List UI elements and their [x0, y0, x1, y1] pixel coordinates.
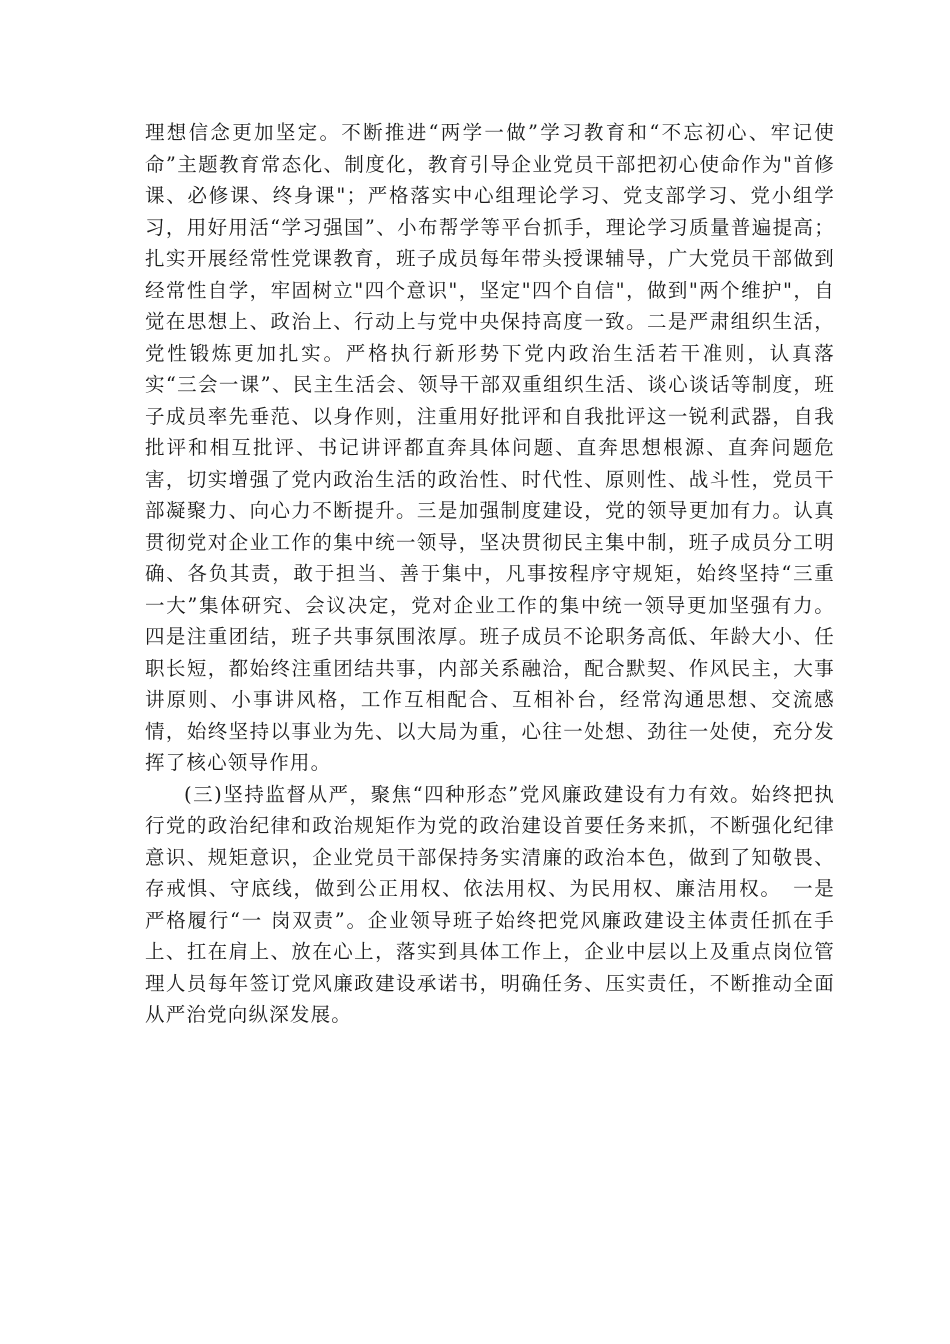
body-paragraph-2: (三)坚持监督从严，聚焦“四种形态”党风廉政建设有力有效。始终把执行党的政治纪律和政治规矩作为党的政治建设首要任务来抓，不断强化纪律意识、规矩意识，企业党员干部保持务实清廉的政治本色，做到了知敬畏、存戒惧、守底线，做到公正用权、依法用权、为民用权、廉洁用权。 一是严格履行“一 岗双责”。企业领导班子始终把党风廉政建设主体责任抓在手上、扛在肩上、放在心上，落实到具体工作上，企业中层以上及重点岗位管理人员每年签订党风廉政建设承诺书，明确任务、压实责任，不断推动全面从严治党向纵深发展。	[145, 782, 835, 1026]
body-paragraph-1: 理想信念更加坚定。不断推进“两学一做”学习教育和“不忘初心、牢记使命”主题教育常态化、制度化，教育引导企业党员干部把初心使命作为"首修课、必修课、终身课"；严格落实中心组理论学习、党支部学习、党小组学习，用好用活“学习强国”、小布帮学等平台抓手，理论学习质量普遍提高；扎实开展经常性党课教育，班子成员每年带头授课辅导，广大党员干部做到经常性自学，牢固树立"四个意识"，坚定"四个自信"，做到"两个维护"，自觉在思想上、政治上、行动上与党中央保持高度一致。二是严肃组织生活，党性锻炼更加扎实。严格执行新形势下党内政治生活若干准则，认真落实“三会一课”、民主生活会、领导干部双重组织生活、谈心谈话等制度，班子成员率先垂范、以身作则，注重用好批评和自我批评这一锐利武器，自我批评和相互批评、书记讲评都直奔具体问题、直奔思想根源、直奔问题危害，切实增强了党内政治生活的政治性、时代性、原则性、战斗性，党员干部凝聚力、向心力不断提升。三是加强制度建设，党的领导更加有力。认真贯彻党对企业工作的集中统一领导，坚决贯彻民主集中制，班子成员分工明确、各负其责，敢于担当、善于集中，凡事按程序守规矩，始终坚持“三重一大”集体研究、会议决定，党对企业工作的集中统一领导更加坚强有力。四是注重团结，班子共事氛围浓厚。班子成员不论职务高低、年龄大小、任职长短，都始终注重团结共事，内部关系融洽，配合默契、作风民主，大事讲原则、小事讲风格，工作互相配合、互相补台，经常沟通思想、交流感情，始终坚持以事业为先、以大局为重，心往一处想、劲往一处使，充分发挥了核心领导作用。	[145, 121, 835, 774]
document-body	[145, 117, 835, 1031]
